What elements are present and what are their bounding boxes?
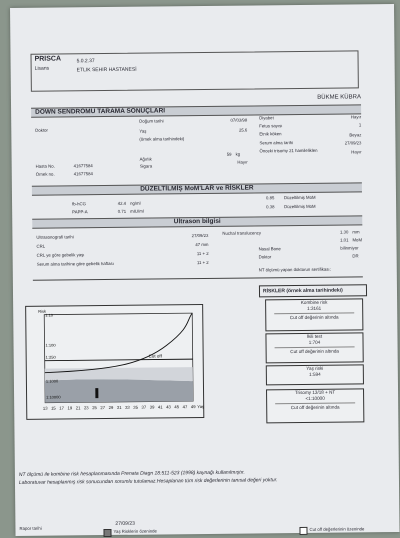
yas-note: (örnek alma tarihindeki) (139, 136, 185, 142)
combined-risk-box (265, 298, 363, 331)
us-right-unit: mm (352, 229, 360, 235)
patient-marker (95, 388, 98, 398)
risk-panel-title: RİSKLER (örnek alma tarihindeki) (259, 284, 367, 297)
age-risk-area (45, 378, 193, 402)
mom-row-name: fb-hCG (72, 201, 86, 207)
legend-swatch-age (103, 529, 111, 537)
serum-label: Serum alma tarihi (259, 140, 294, 146)
us-right-value: 1.30 (339, 229, 349, 235)
note-line-1: NT ölçümü ile kombine risk hesaplanmasında Prenata Diagn 18:511-523 (1998) kaynağı kullanılmıştır. (18, 469, 245, 478)
chart-title: Risk (38, 308, 46, 314)
ultrasound-title: Ultrason bilgisi (32, 215, 362, 228)
serum-value: 27/09/23 (344, 140, 362, 146)
mom-row-value: 0.71 (117, 208, 127, 214)
y-tick-label: 1:250 (45, 354, 56, 360)
combined-risk-status: Cut off değerinin altında (289, 314, 339, 321)
mom-section-title: DÜZELTİLMİŞ MoM'LAR ve RİSKLER (32, 182, 362, 195)
x-tick-label: 23 (83, 405, 89, 411)
onceki-label: Önceki trisomy 21 hamileliklen (259, 147, 318, 154)
mom-row-mom-label: Düzeltilmiş MoM (284, 203, 316, 210)
x-tick-label: 33 (125, 404, 130, 410)
us-left-value: 11 + 2 (196, 259, 209, 266)
trisomy-risk-value: <1:10000 (305, 395, 325, 401)
trisomy-risk-status: Cut off değerinin altında (290, 404, 340, 411)
y-tick-label: 1:10000 (46, 394, 61, 400)
doktor-label: Doktor (35, 127, 48, 133)
y-tick-label: 1:10 (45, 312, 54, 318)
report-paper (10, 4, 400, 536)
risk-chart-svg (26, 305, 203, 419)
y-tick-label: 1:100 (45, 342, 56, 348)
us-left-label: CRL (36, 243, 46, 249)
biochem-risk-box (265, 332, 363, 363)
dogum-label: Doğum tarihi (139, 118, 164, 124)
trisomy-risk-box (266, 388, 364, 423)
x-tick-label: 17 (59, 405, 65, 411)
mom-row-unit: mIU/ml (130, 208, 144, 214)
us-right-label: Doktor (258, 254, 272, 260)
age-risk-box (266, 364, 364, 385)
diyabet-value: Hayır (350, 114, 362, 120)
brand: PRISCA (34, 55, 62, 63)
trisomy-risk-label: Trisomy 13/18 + NT (294, 389, 336, 396)
etnik-label: Etnik köken (259, 131, 282, 137)
biochem-risk-value: 1:704 (308, 339, 321, 345)
hasta-no-value: 41677584 (73, 163, 93, 169)
biochem-risk-status: Cut off değerinin altında (290, 348, 339, 355)
x-tick-label: 43 (166, 404, 171, 410)
combined-risk-label: Kombine risk (300, 299, 328, 305)
ornek-no-value: 41677584 (73, 171, 93, 177)
ornek-no-label: Örnek no. (35, 171, 55, 177)
us-left-label: Serum alma tarihine göre gebelik haftası (36, 260, 114, 267)
sigara-label: Sigara (139, 163, 153, 169)
us-right-value: bilinmiyor (340, 245, 359, 251)
hasta-no-label: Hasta No. (35, 163, 55, 169)
x-tick-label: 29 (108, 404, 114, 410)
x-tick-label: 37 (141, 404, 147, 410)
sigara-value: Hayır (237, 159, 248, 165)
us-left-value: 47 mm (195, 241, 209, 248)
fetus-value: 1 (358, 122, 362, 128)
legend-cutoff: Cut off değerlerinin özeninde (309, 526, 365, 532)
us-left-label: CRL ye göre gebelik yaşı (36, 252, 85, 258)
y-tick-label: 1:1000 (45, 378, 59, 384)
us-left-value: 11 + 2 (196, 250, 209, 257)
x-tick-label: 39 (149, 404, 155, 410)
mom-row-mom-label: Düzeltilmiş MoM (283, 194, 316, 201)
version: 5.0.2.37 (76, 58, 95, 65)
mom-row-unit: ng/ml (130, 200, 141, 206)
us-right-value: DR (352, 253, 359, 259)
yas-value: 25.6 (238, 127, 248, 133)
us-left-value: 27/09/23 (191, 232, 209, 239)
mom-row-name: PAPP-A (72, 209, 88, 215)
x-tick-label: 41 (157, 404, 163, 410)
agirlik-label: Ağırlık (139, 156, 152, 162)
mom-row-mom: 0.85 (265, 195, 275, 201)
legend-age: Yaş Risklerin özeninde (113, 528, 157, 534)
x-tick-label: 35 (133, 404, 139, 410)
x-tick-label: 13 (42, 405, 48, 411)
report-date-label: Rapor tarihi (19, 525, 42, 531)
mom-row-mom: 0.38 (266, 204, 275, 210)
us-left-label: Ultrasonografi tarihi (36, 234, 74, 240)
us-right-unit: MoM (352, 237, 363, 243)
biochem-risk-label: İkili test (306, 333, 323, 339)
us-right-label: Nasal Bone (258, 246, 281, 252)
cutoff-label: Cut off (148, 353, 162, 359)
agirlik-unit: kg (235, 151, 241, 157)
patient-name: BÜKME KÜBRA (317, 94, 361, 101)
note-line-2: Laboratuvar hesaplanmış risk sonucundan sorumlu tutulamaz.Hesaplanan tüm risk değerlerinin tanısal değeri yoktur. (18, 477, 278, 486)
onceki-value: Hayır (351, 149, 362, 155)
risk-chart (25, 304, 204, 420)
x-tick-label: 27 (100, 405, 106, 411)
x-tick-label: 25 (92, 405, 97, 411)
mom-row-value: 42.4 (117, 200, 127, 206)
x-tick-label: 15 (51, 405, 56, 411)
x-tick-label: 19 (67, 405, 73, 411)
x-tick-label: 31 (116, 404, 122, 410)
us-right-value: 1.01 (340, 237, 349, 243)
fetus-label: Fetus sayısı (259, 123, 283, 129)
report-date: 27/09/23 (115, 520, 135, 527)
diyabet-label: Diyabet (259, 115, 274, 121)
x-tick-label: 45 (174, 404, 180, 410)
combined-risk-value: 1:3161 (307, 305, 322, 311)
age-risk-value: 1:594 (309, 371, 321, 377)
us-right-label: Nuchal translucency (222, 230, 262, 236)
license-label: Lisans (34, 65, 50, 72)
divider (33, 276, 363, 280)
x-tick-label: 49 (190, 404, 196, 410)
hospital: ETLIK SEHIR HASTANESİ (76, 66, 137, 74)
x-tick-label: 21 (75, 405, 81, 411)
legend-swatch-cutoff (299, 527, 307, 535)
etnik-value: Beyaz (349, 132, 362, 138)
age-risk-label: Yaş riski (306, 365, 324, 371)
agirlik-value: 59 (226, 151, 232, 157)
yas-label: Yaş (139, 128, 147, 134)
page-title: DOWN SENDROMU TARAMA SONUÇLARI (31, 104, 361, 117)
dogum-value: 07/03/98 (230, 117, 248, 123)
nt-note: NT ölçümü yapan doktorun sertifikası: (258, 266, 331, 273)
x-tick-label: 47 (182, 404, 188, 410)
x-axis-label: Yaş (197, 404, 205, 410)
